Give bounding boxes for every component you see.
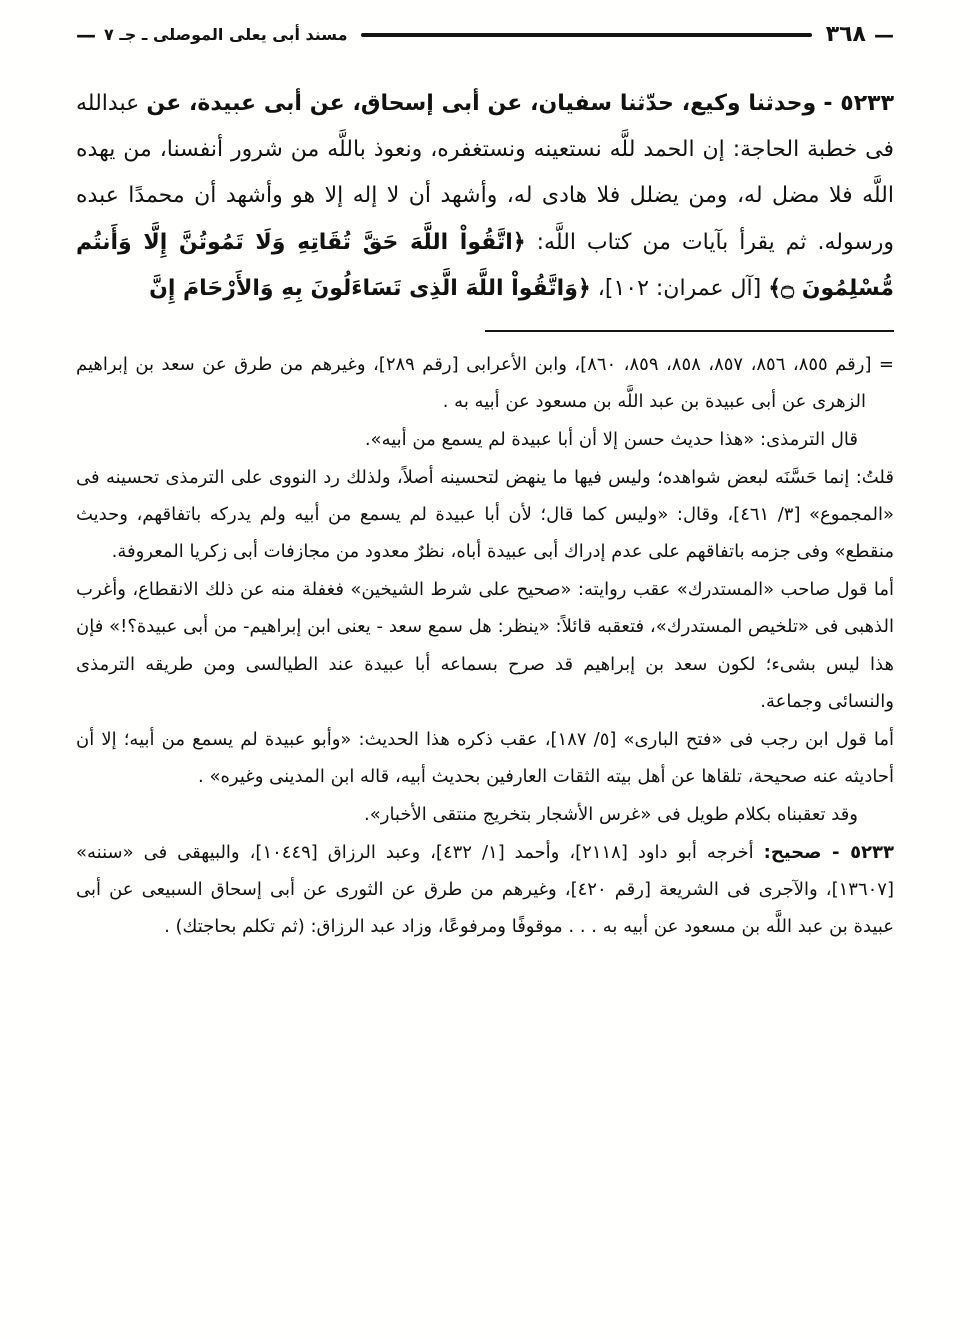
- footnote-paragraph-6: وقد تعقبناه بكلام طويل فى «غرس الأشجار بتخريج منتقى الأخبار».: [364, 803, 858, 825]
- header-edge-dash-right: —: [874, 22, 894, 47]
- header-edge-dash-left: —: [76, 22, 96, 47]
- page-header: [76, 22, 894, 47]
- header-rule: [361, 33, 811, 37]
- footnote-paragraph-7: [76, 834, 894, 945]
- footnote-7-text: أخرجه أبو داود [٢١١٨]، وأحمد [١/ ٤٣٢]، وعبد الرزاق [١٠٤٤٩]، والبيهقى فى «سننه» [١٣٦٠٧]، والآجرى فى الشريعة [رقم ٤٢٠]، وغيرهم من طرق عن الثورى عن أبى إسحاق السبيعى عن أبى عبيدة بن عبد اللَّه بن مسعود عن أبيه به . . . موقوفًا ومرفوعًا، وزاد عبد الرزاق: (ثم تكلم بحاجتك) .: [76, 841, 894, 938]
- quran-verse-2: ﴿وَاتَّقُواْ اللَّهَ الَّذِى تَسَاءَلُونَ بِهِ وَالأَرْحَامَ إِنَّ: [149, 275, 591, 301]
- hadith-paragraph: [76, 81, 894, 312]
- book-title: مسند أبى يعلى الموصلى ـ جـ ٧: [104, 25, 348, 44]
- quran-reference-1: [آل عمران: ١٠٢]،: [597, 275, 762, 301]
- footnote-paragraph-4: أما قول صاحب «المستدرك» عقب روايته: «صحيح على شرط الشيخين» فغفلة منه عن ذلك الانقطاع، وأغرب الذهبى فى «تلخيص المستدرك»، فتعقبه قائلاً: «ينظر: هل سمع سعد - يعنى ابن إبراهيم- من أبى عبيدة؟!» فإن هذا ليس بشىء؛ لكون سعد بن إبراهيم قد صرح بسماعه أبا عبيدة عند الطيالسى ومن طريقه الترمذى والنسائى وجماعة.: [76, 579, 894, 712]
- quran-verse-1: ﴿اتَّقُواْ اللَّهَ حَقَّ تُقَاتِهِ وَلَا تَمُوتُنَّ إِلَّا وَأَنتُم مُّسْلِمُونَ ۝﴾: [76, 229, 894, 301]
- footnote-paragraph-1: = [رقم ٨٥٥، ٨٥٦، ٨٥٧، ٨٥٨، ٨٥٩، ٨٦٠]، وابن الأعرابى [رقم ٢٨٩]، وغيرهم من طرق عن سعد بن إبراهيم الزهرى عن أبى عبيدة بن عبد اللَّه بن مسعود عن أبيه به .: [76, 353, 895, 413]
- footnote-separator: [485, 330, 894, 332]
- footnote-7-lead: ٥٢٣٣ - صحيح:: [763, 841, 895, 863]
- hadith-number: ٥٢٣٣ -: [823, 91, 894, 116]
- hadith-isnad: وحدثنا وكيع، حدّثنا سفيان، عن أبى إسحاق، عن أبى عبيدة، عن: [146, 91, 817, 116]
- hadith-body: عبدالله فى خطبة الحاجة: إن الحمد للَّه نستعينه ونستغفره، ونعوذ باللَّه من شرور أنفسنا، من يهده اللَّه فلا مضل له، ومن يضلل فلا هادى له، وأشهد أن لا إله إلا هو وأشهد أن محمدًا عبده ورسوله. ثم يقرأ بآيات من كتاب اللَّه:: [76, 91, 895, 255]
- footnotes-section: [76, 346, 894, 945]
- footnote-paragraph-2: قال الترمذى: «هذا حديث حسن إلا أن أبا عبيدة لم يسمع من أبيه».: [364, 429, 858, 451]
- page-number: ٣٦٨: [825, 22, 866, 47]
- footnote-paragraph-5: أما قول ابن رجب فى «فتح البارى» [٥/ ١٨٧]، عقب ذكره هذا الحديث: «وأبو عبيدة لم يسمع من أبيه؛ إلا أن أحاديثه عنه صحيحة، تلقاها عن أهل بيته الثقات العارفين بحديث أبيه، قاله ابن المدينى وغيره» .: [76, 728, 894, 787]
- footnote-paragraph-3: قلتُ: إنما حَسَّنَه لبعض شواهده؛ وليس فيها ما ينهض لتحسينه أصلاً، ولذلك رد النووى على الترمذى تحسينه فى «المجموع» [٣/ ٤٦١]، وقال: «وليس كما قال؛ لأن أبا عبيدة لم يسمع من أبيه ولم يدركه باتفاقهم، وحديث منقطع» وفى جزمه باتفاقهم على عدم إدراك أبى عبيدة أباه، نظرٌ معدود من مجازفات أبى زكريا المعروفة.: [76, 467, 894, 563]
